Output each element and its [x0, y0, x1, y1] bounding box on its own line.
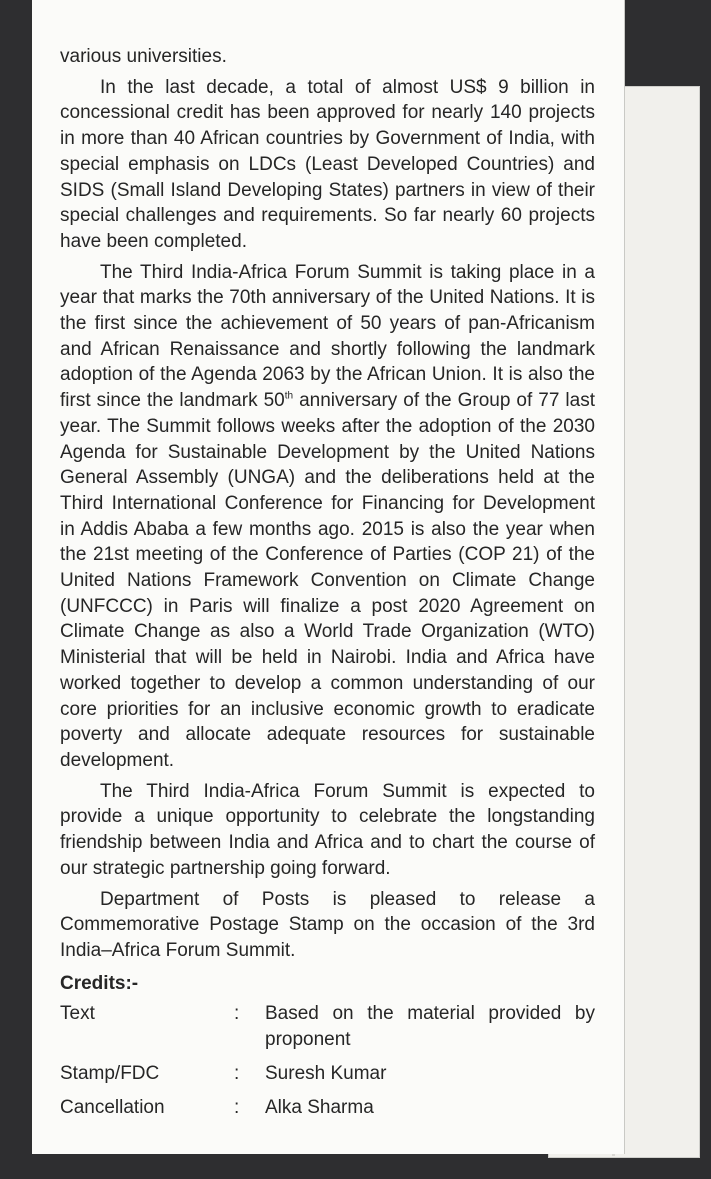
paragraph-summit-text-1: The Third India-Africa Forum Summit is taking place in a year that marks the 70th anniversary of the United Nations. It is the first since the achievement of 50 years of pan-Africanism and African Renaissance and shortly following the landmark adoption of the Agenda 2063 by the African Union. It is also the first since the landmark 50 — [60, 261, 595, 412]
credit-value: Alka Sharma — [265, 1097, 374, 1119]
paragraph-universities: various universities. — [60, 46, 227, 67]
paragraph-summit-text-2: anniversary of the Group of 77 last year. The Summit follows weeks after the adoption of the 2030 Agenda for Sustainable Development by the United Nations General Assembly (UNGA) and the deliberations held at the Third International Conference for Financing for Development in Addis Ababa a few months ago. 2015 is also the year when the 21st meeting of the Conference of Parties (COP 21) of the United Nations Framework Convention on Climate Change (UNFCCC) in Paris will finalize a post 2020 Agreement on Climate Change as also a World Trade Organization (WTO) Ministerial that will be held in Nairobi. India and Africa have worked together to develop a common understanding of our core priorities for an inclusive economic growth to eradicate poverty and allocate adequate resources for sustainable development. — [60, 390, 595, 771]
credit-separator: : — [234, 1097, 240, 1119]
ordinal-superscript: th — [284, 390, 294, 402]
credit-label: Text — [60, 1003, 95, 1025]
credit-row-cancellation — [60, 1095, 595, 1121]
credit-row-text — [60, 1001, 595, 1052]
credit-separator: : — [234, 1062, 240, 1084]
credit-label: Cancellation — [60, 1097, 165, 1119]
document-body — [60, 44, 595, 1121]
paragraph-department-of-posts: Department of Posts is pleased to release a Commemorative Postage Stamp on the occasion of the 3rd India–Africa Forum Summit. — [60, 888, 595, 961]
credit-label: Stamp/FDC — [60, 1062, 160, 1084]
paragraph-summit-opportunity: The Third India-Africa Forum Summit is expected to provide a unique opportunity to celebrate the longstanding friendship between India and Africa and to chart the course of our strategic partnership going forward. — [60, 780, 595, 879]
paragraph-summit-context — [60, 260, 595, 774]
document-page — [32, 0, 624, 1154]
credit-separator: : — [234, 1003, 240, 1025]
paragraph-concessional-credit: In the last decade, a total of almost US$ 9 billion in concessional credit has been approved for nearly 140 projects in more than 40 African countries by Government of India, with special emphasis on LDCs (Least Developed Countries) and SIDS (Small Island Developing States) partners in view of their special challenges and requirements. So far nearly 60 projects have been completed. — [60, 76, 595, 252]
credit-value: Suresh Kumar — [265, 1062, 387, 1084]
credit-row-stamp-fdc — [60, 1061, 595, 1087]
credits-heading: Credits:- — [60, 972, 139, 994]
credit-value: Based on the material provided by proponent — [265, 1003, 595, 1051]
